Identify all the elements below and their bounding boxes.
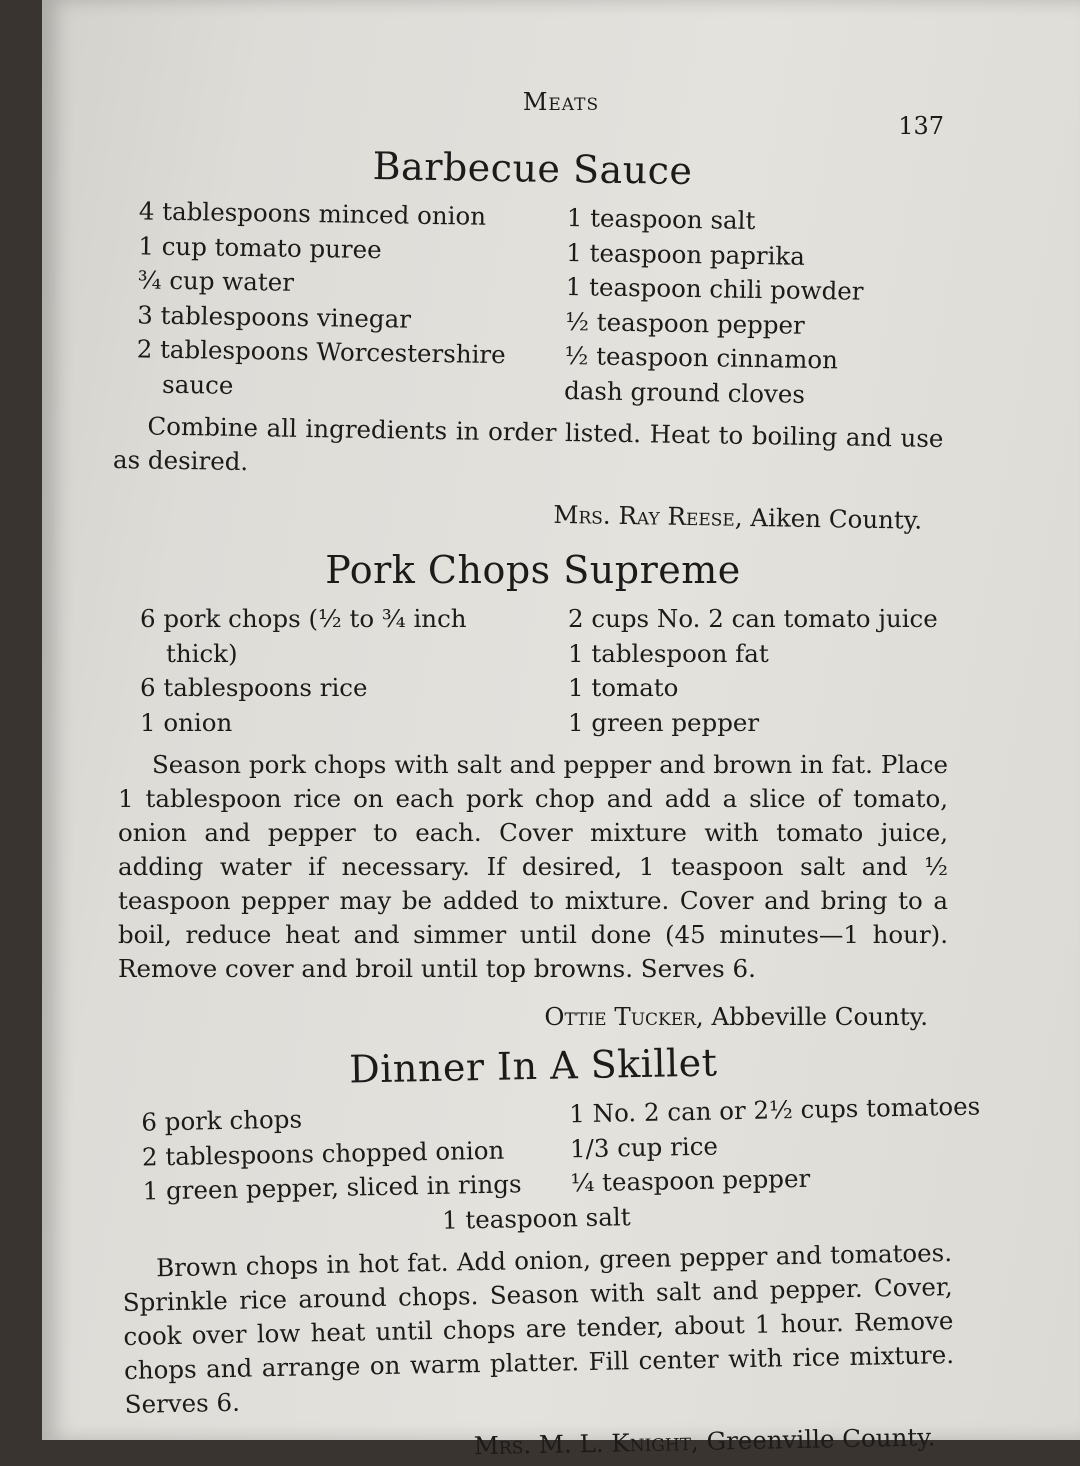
ingredient: ¼ teaspoon pepper [570,1163,811,1198]
recipe-title: Pork Chops Supreme [325,548,741,592]
ingredient-list [118,602,948,740]
recipe-method: Combine all ingredients in order listed. Heat to boiling and use as desired. [112,411,944,477]
ingredient: 2 cups No. 2 can tomato juice [568,604,938,633]
recipe-method: Brown chops in hot fat. Add onion, green pepper and tomatoes. Sprinkle rice around chops. Season with salt and pepper. Cover, cook over low heat until chops are tender, about 1 hour. Remove chops and arrange on warm platter. Fill center with rice mixture. Serves 6. [122,1237,955,1419]
ingredient: 4 tablespoons minced onion [138,196,487,231]
ingredient: 1 cup tomato puree [138,230,382,264]
ingredient: thick) [166,638,238,668]
ingredient: 1 onion [140,707,233,737]
contributor-name: Mrs. M. L. Knight, [473,1426,700,1460]
ingredient: 2 tablespoons chopped onion [141,1135,505,1172]
ingredient-column-right [568,602,948,740]
ingredient: 3 tablespoons vinegar [137,299,412,334]
contributor-name: Mrs. Ray Reese, [553,499,743,532]
recipe-attribution [118,1002,948,1031]
ingredient: 2 tablespoons Worcestershire [136,334,506,370]
ingredient: 1 tablespoon fat [568,638,769,668]
ingredient: 1 green pepper, sliced in rings [142,1169,522,1206]
recipe-title: Barbecue Sauce [372,144,693,194]
ingredient: ½ teaspoon cinnamon [564,341,839,375]
recipe-attribution [112,493,942,535]
recipe-method: Season pork chops with salt and pepper and brown in fat. Place 1 tablespoon rice on each pork chop and add a slice of tomato, onion and pepper to each. Cover mixture with tomato juice, adding water if necessary. If desired, 1 teaspoon salt and ½ teaspoon pepper may be added to mixture. Cover and bring to a boil, reduce heat and simmer until done (45 minutes—1 hour). Remove cover and broil until top browns. Serves 6. [118,750,948,983]
ingredient: 6 pork chops (½ to ¾ inch [140,604,467,633]
ingredient-column-right [568,1090,981,1201]
ingredient: 1 tomato [568,673,679,702]
ingredient: 1 teaspoon salt [566,203,756,236]
ingredient: sauce [161,369,234,400]
ingredient: dash ground cloves [563,375,806,409]
ingredient: ¾ cup water [137,265,295,297]
ingredient-column-left [119,1098,563,1210]
recipe-title: Dinner In A Skillet [348,1040,718,1092]
ingredient: 6 tablespoons rice [140,673,368,702]
recipe-pork-chops-supreme [118,548,948,1031]
book-page [42,0,1080,1460]
contributor-county: Abbeville County. [711,1002,928,1031]
ingredient-column-left [118,602,560,740]
recipe-dinner-in-a-skillet [118,1036,981,1466]
contributor-name: Ottie Tucker, [544,1002,704,1031]
ingredient-column-left [114,194,559,408]
ingredient-list [114,194,947,414]
ingredient: 1 teaspoon chili powder [565,272,864,306]
recipe-barbecue-sauce [112,140,948,535]
ingredient: 1/3 cup rice [569,1131,719,1163]
contributor-county: Greenville County. [706,1421,936,1456]
contributor-county: Aiken County. [750,502,923,535]
ingredient-column-right [564,201,947,414]
ingredient: ½ teaspoon pepper [564,306,805,340]
ingredient-list [119,1090,981,1209]
ingredient: 1 No. 2 can or 2½ cups tomatoes [568,1091,981,1129]
running-head: Meats [522,88,600,116]
recipe-attribution [125,1421,955,1466]
ingredient: 1 green pepper [568,707,760,737]
ingredient: 6 pork chops [141,1104,303,1137]
ingredient: 1 teaspoon paprika [566,237,806,271]
ingredient-centered: 1 teaspoon salt [441,1201,631,1235]
page-number: 137 [898,112,944,140]
